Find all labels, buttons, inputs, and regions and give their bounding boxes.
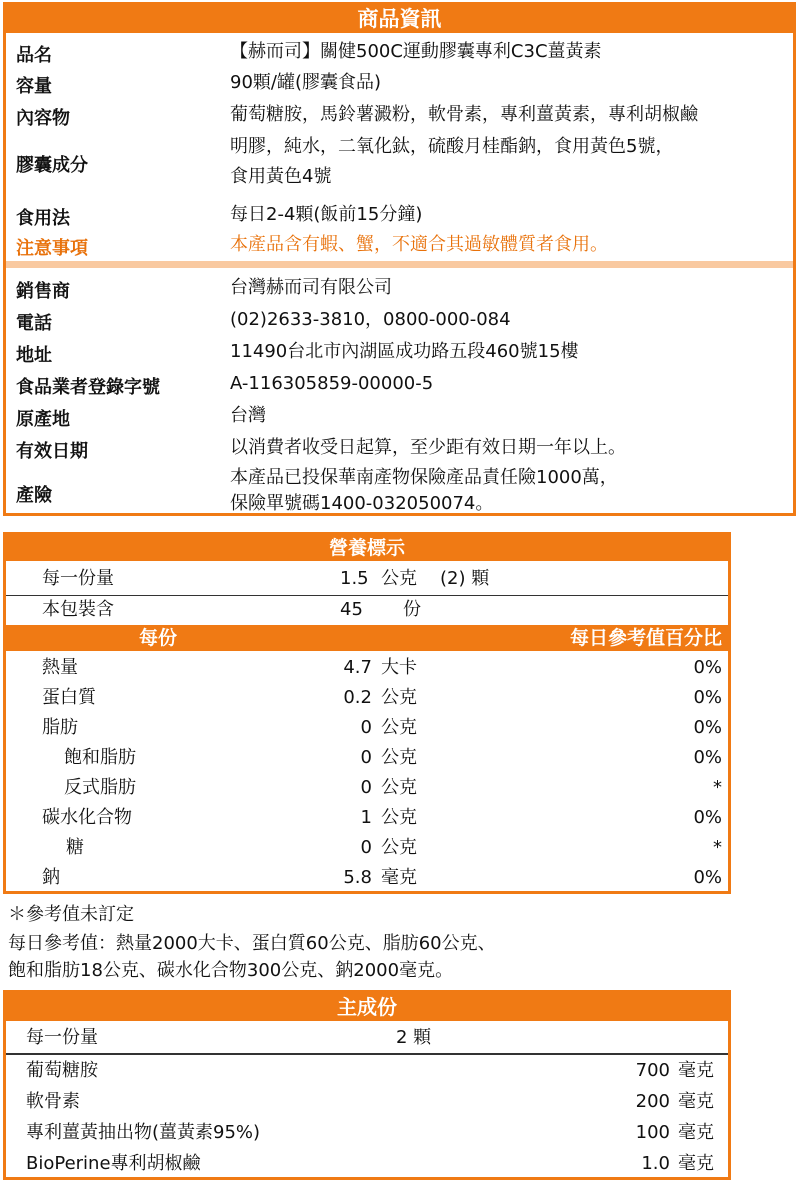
ingredients-serving-value: 2 顆: [396, 1027, 432, 1048]
nutrient-amount-protein: 0.2: [343, 687, 372, 708]
info-label-phone: 電話: [16, 313, 52, 334]
nutrient-amount-saturated-fat: 0: [360, 747, 372, 768]
nutrient-name-carbohydrate: 碳水化合物: [42, 807, 132, 828]
ingredient-name-bioperine: BioPerine專利胡椒鹼: [26, 1153, 201, 1174]
nutrient-daily-value-saturated-fat: 0%: [693, 747, 722, 768]
reference-line-1: 每日參考值：熱量2000大卡、蛋白質60公克、脂肪60公克、: [8, 933, 496, 954]
reference-line-2: 飽和脂肪18公克、碳水化合物300公克、鈉2000毫克。: [8, 960, 454, 981]
daily-value-label: 每日參考值百分比: [569, 627, 722, 649]
nutrient-unit-carbohydrate: 公克: [381, 807, 417, 828]
info-value-insurance-line1: 本產品已投保華南產物保險產品責任險1000萬，: [230, 467, 618, 488]
ingredient-unit-glucosamine: 毫克: [678, 1060, 714, 1081]
info-label-usage: 食用法: [16, 208, 70, 229]
info-value-capacity: 90顆/罐(膠囊食品): [230, 72, 382, 93]
info-label-warning: 注意事項: [16, 238, 88, 259]
nutrient-amount-sugar: 0: [360, 837, 372, 858]
nutrient-name-fat: 脂肪: [42, 717, 78, 738]
servings-per-package-unit: 份: [403, 599, 421, 620]
info-label-origin: 原產地: [16, 409, 70, 430]
info-value-insurance-line2: 保險單號碼1400-032050074。: [230, 493, 494, 514]
info-label-name: 品名: [16, 45, 52, 66]
nutrient-name-protein: 蛋白質: [42, 687, 96, 708]
nutrient-unit-sodium: 毫克: [381, 867, 417, 888]
nutrient-daily-value-trans-fat: *: [713, 777, 722, 798]
servings-per-package-label: 本包裝含: [42, 599, 114, 620]
serving-size-unit: 公克: [381, 568, 417, 589]
nutrient-daily-value-fat: 0%: [693, 717, 722, 738]
serving-size-amount: 1.5: [340, 568, 369, 589]
nutrient-amount-fat: 0: [360, 717, 372, 738]
info-value-capsule-line2: 食用黃色4號: [230, 166, 332, 187]
info-value-capsule-line1: 明膠，純水，二氧化鈦，硫酸月桂酯鈉，食用黃色5號，: [230, 136, 674, 157]
servings-per-package-amount: 45: [340, 599, 363, 620]
info-value-seller: 台灣赫而司有限公司: [230, 277, 392, 298]
ingredient-name-chondroitin: 軟骨素: [26, 1091, 80, 1112]
nutrient-unit-saturated-fat: 公克: [381, 747, 417, 768]
nutrient-amount-sodium: 5.8: [343, 867, 372, 888]
info-divider: [6, 261, 793, 268]
ingredient-amount-glucosamine: 700: [635, 1060, 670, 1081]
ingredient-amount-chondroitin: 200: [635, 1091, 670, 1112]
nutrient-daily-value-sodium: 0%: [693, 867, 722, 888]
ingredient-unit-chondroitin: 毫克: [678, 1091, 714, 1112]
info-value-origin: 台灣: [230, 405, 266, 426]
main-ingredients-box: [3, 990, 731, 1180]
ingredients-divider: [6, 1053, 728, 1055]
product-info-box: [3, 2, 796, 516]
info-value-address: 11490台北市內湖區成功路五段460號15樓: [230, 341, 579, 362]
info-value-name: 【赫而司】關健500C運動膠囊專利C3C薑黃素: [230, 41, 602, 62]
ingredient-name-glucosamine: 葡萄糖胺: [26, 1060, 98, 1081]
info-value-contents: 葡萄糖胺，馬鈴薯澱粉，軟骨素，專利薑黃素，專利胡椒鹼: [230, 104, 698, 125]
ingredients-header: 主成份: [6, 993, 728, 1021]
nutrient-name-saturated-fat: 飽和脂肪: [64, 747, 136, 768]
serving-size-label: 每一份量: [42, 568, 114, 589]
nutrient-amount-carbohydrate: 1: [360, 807, 372, 828]
nutrition-facts-box: [3, 532, 731, 894]
ingredient-amount-bioperine: 1.0: [641, 1153, 670, 1174]
info-label-expiry: 有效日期: [16, 441, 88, 462]
nutrient-daily-value-carbohydrate: 0%: [693, 807, 722, 828]
nutrient-unit-trans-fat: 公克: [381, 777, 417, 798]
nutrition-header: 營養標示: [6, 535, 728, 561]
nutrient-daily-value-calories: 0%: [693, 657, 722, 678]
nutrition-row-divider: [6, 595, 728, 596]
nutrient-unit-protein: 公克: [381, 687, 417, 708]
nutrient-unit-calories: 大卡: [381, 657, 417, 678]
nutrition-subheader: [6, 625, 728, 651]
nutrient-unit-fat: 公克: [381, 717, 417, 738]
info-label-address: 地址: [16, 345, 52, 366]
info-label-contents: 內容物: [16, 108, 70, 129]
info-label-insurance: 產險: [16, 485, 52, 506]
product-info-header: 商品資訊: [6, 5, 793, 33]
info-label-registration: 食品業者登錄字號: [16, 377, 160, 398]
nutrient-daily-value-protein: 0%: [693, 687, 722, 708]
info-value-registration: A-116305859-00000-5: [230, 373, 434, 394]
nutrient-daily-value-sugar: *: [713, 837, 722, 858]
ingredient-unit-bioperine: 毫克: [678, 1153, 714, 1174]
serving-size-note: (2) 顆: [440, 568, 490, 589]
ingredient-amount-curcumin-extract: 100: [635, 1122, 670, 1143]
info-label-capsule: 膠囊成分: [16, 155, 88, 176]
info-value-usage: 每日2-4顆(飯前15分鐘): [230, 204, 423, 225]
nutrient-name-sodium: 鈉: [42, 867, 60, 888]
nutrient-name-trans-fat: 反式脂肪: [64, 777, 136, 798]
nutrition-footnote: ＊參考值未訂定: [8, 904, 134, 925]
nutrient-name-sugar: 糖: [66, 837, 84, 858]
nutrient-name-calories: 熱量: [42, 657, 78, 678]
nutrient-amount-calories: 4.7: [343, 657, 372, 678]
per-serving-label: 每份: [139, 627, 178, 649]
info-value-warning: 本產品含有蝦、蟹，不適合其過敏體質者食用。: [230, 234, 608, 255]
info-value-expiry: 以消費者收受日起算，至少距有效日期一年以上。: [230, 437, 626, 458]
nutrient-unit-sugar: 公克: [381, 837, 417, 858]
info-value-phone: (02)2633-3810，0800-000-084: [230, 309, 511, 330]
info-label-capacity: 容量: [16, 76, 52, 97]
info-label-seller: 銷售商: [16, 281, 70, 302]
nutrient-amount-trans-fat: 0: [360, 777, 372, 798]
ingredient-name-curcumin-extract: 專利薑黃抽出物(薑黃素95%): [26, 1122, 261, 1143]
ingredients-serving-label: 每一份量: [26, 1027, 98, 1048]
ingredient-unit-curcumin-extract: 毫克: [678, 1122, 714, 1143]
